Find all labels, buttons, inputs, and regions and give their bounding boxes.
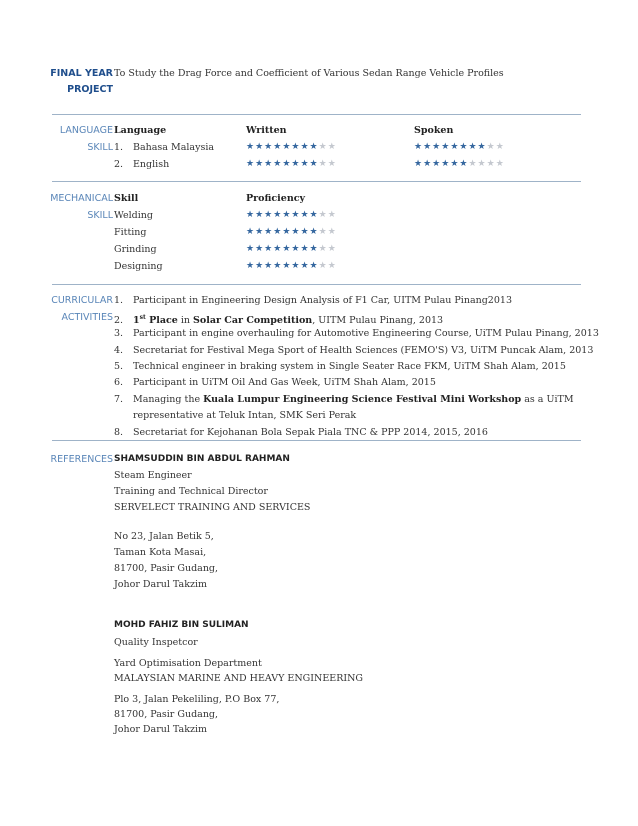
lang-written-rating (246, 139, 337, 156)
star-filled-icon: ★ (264, 244, 274, 254)
reference-2-name: MOHD FAHIZ BIN SULIMAN (114, 620, 249, 630)
reference-1-address: 81700, Pasir Gudang, (114, 563, 219, 574)
star-filled-icon: ★ (246, 142, 256, 152)
star-filled-icon: ★ (459, 159, 469, 169)
mech-skill-name: Grinding (114, 244, 157, 255)
mech-header-proficiency: Proficiency (246, 193, 306, 204)
mech-skill-name: Designing (114, 261, 163, 272)
star-filled-icon: ★ (291, 227, 301, 237)
star-empty-icon: ★ (318, 227, 328, 237)
reference-2-address: Johor Darul Takzim (114, 724, 207, 735)
star-filled-icon: ★ (450, 142, 460, 152)
reference-2-title: Quality Inspetcor (114, 637, 198, 648)
lang-header-spoken: Spoken (414, 125, 454, 136)
star-filled-icon: ★ (282, 227, 292, 237)
star-filled-icon: ★ (300, 261, 310, 271)
star-filled-icon: ★ (255, 227, 265, 237)
star-filled-icon: ★ (273, 261, 283, 271)
star-filled-icon: ★ (309, 227, 319, 237)
star-filled-icon: ★ (273, 244, 283, 254)
star-filled-icon: ★ (432, 142, 442, 152)
star-empty-icon: ★ (327, 227, 337, 237)
star-empty-icon: ★ (477, 159, 487, 169)
lang-row-name: 1. Bahasa Malaysia (114, 142, 215, 153)
activity-item: 8. Secretariat for Kejohanan Bola Sepak Piala TNC & PPP 2014, 2015, 2016 (114, 427, 488, 438)
star-filled-icon: ★ (246, 159, 256, 169)
star-filled-icon: ★ (291, 159, 301, 169)
star-filled-icon: ★ (282, 210, 292, 220)
reference-2-line: MALAYSIAN MARINE AND HEAVY ENGINEERING (114, 673, 364, 684)
star-empty-icon: ★ (468, 159, 478, 169)
star-filled-icon: ★ (264, 261, 274, 271)
section-label-mechanical-skill: SKILL (87, 210, 113, 221)
section-label-final-year: FINAL YEAR (50, 68, 113, 79)
reference-1-line: Training and Technical Director (114, 486, 268, 497)
star-empty-icon: ★ (318, 261, 328, 271)
activity-item: 4. Secretariat for Festival Mega Sport of Health Sciences (FEMO'S) V3, UiTM Puncak Alam, 2013 (114, 345, 594, 356)
star-filled-icon: ★ (414, 159, 424, 169)
star-filled-icon: ★ (414, 142, 424, 152)
reference-2-line: Yard Optimisation Department (114, 658, 262, 669)
star-filled-icon: ★ (255, 244, 265, 254)
star-empty-icon: ★ (486, 142, 496, 152)
star-filled-icon: ★ (291, 142, 301, 152)
activity-item: 3. Participant in engine overhauling for Automotive Engineering Course, UiTM Pulau Pinang, 2013 (114, 328, 599, 339)
divider (52, 440, 581, 441)
lang-written-rating (246, 156, 337, 173)
star-empty-icon: ★ (318, 210, 328, 220)
star-filled-icon: ★ (282, 142, 292, 152)
mech-header-skill: Skill (114, 193, 139, 204)
star-empty-icon: ★ (327, 244, 337, 254)
star-filled-icon: ★ (309, 261, 319, 271)
reference-1-line: Steam Engineer (114, 470, 192, 481)
star-filled-icon: ★ (273, 210, 283, 220)
reference-1-address: Johor Darul Takzim (114, 579, 207, 590)
star-filled-icon: ★ (300, 142, 310, 152)
star-filled-icon: ★ (459, 142, 469, 152)
activity-item: 6. Participant in UiTM Oil And Gas Week, UiTM Shah Alam, 2015 (114, 377, 436, 388)
mech-skill-rating (246, 241, 337, 258)
star-filled-icon: ★ (264, 142, 274, 152)
star-empty-icon: ★ (327, 159, 337, 169)
lang-row-name: 2. English (114, 159, 170, 170)
section-label-language-skill: SKILL (87, 142, 113, 153)
star-empty-icon: ★ (318, 142, 328, 152)
star-empty-icon: ★ (318, 159, 328, 169)
star-filled-icon: ★ (291, 210, 301, 220)
reference-2-address: 81700, Pasir Gudang, (114, 709, 219, 720)
section-label-references: REFERENCES (50, 454, 113, 465)
reference-1-line: SERVELECT TRAINING AND SERVICES (114, 502, 311, 513)
star-empty-icon: ★ (486, 159, 496, 169)
divider (52, 284, 581, 285)
star-filled-icon: ★ (300, 244, 310, 254)
star-filled-icon: ★ (300, 210, 310, 220)
reference-1-address: No 23, Jalan Betik 5, (114, 531, 214, 542)
activity-item: 1. Participant in Engineering Design Analysis of F1 Car, UITM Pulau Pinang2013 (114, 295, 512, 306)
star-filled-icon: ★ (255, 210, 265, 220)
lang-spoken-rating (414, 139, 505, 156)
star-filled-icon: ★ (300, 227, 310, 237)
reference-1-address: Taman Kota Masai, (114, 547, 207, 558)
section-label-project: PROJECT (67, 84, 113, 95)
star-filled-icon: ★ (291, 244, 301, 254)
star-filled-icon: ★ (309, 210, 319, 220)
mech-skill-name: Welding (114, 210, 153, 221)
star-filled-icon: ★ (255, 159, 265, 169)
star-empty-icon: ★ (327, 142, 337, 152)
star-filled-icon: ★ (450, 159, 460, 169)
star-filled-icon: ★ (282, 244, 292, 254)
star-empty-icon: ★ (327, 261, 337, 271)
star-filled-icon: ★ (282, 261, 292, 271)
star-filled-icon: ★ (432, 159, 442, 169)
activity-item: 5. Technical engineer in braking system in Single Seater Race FKM, UiTM Shah Alam, 2015 (114, 361, 566, 372)
star-filled-icon: ★ (246, 261, 256, 271)
star-empty-icon: ★ (495, 142, 505, 152)
star-filled-icon: ★ (441, 159, 451, 169)
project-title: To Study the Drag Force and Coefficient of Various Sedan Range Vehicle Profiles (114, 68, 504, 79)
lang-header-written: Written (246, 125, 287, 136)
reference-2-address: Plo 3, Jalan Pekeliling, P.O Box 77, (114, 694, 280, 705)
star-empty-icon: ★ (495, 159, 505, 169)
star-empty-icon: ★ (327, 210, 337, 220)
star-filled-icon: ★ (273, 227, 283, 237)
divider (52, 114, 581, 115)
star-filled-icon: ★ (273, 159, 283, 169)
star-filled-icon: ★ (309, 244, 319, 254)
star-filled-icon: ★ (246, 210, 256, 220)
star-filled-icon: ★ (282, 159, 292, 169)
star-filled-icon: ★ (300, 159, 310, 169)
divider (52, 181, 581, 182)
star-filled-icon: ★ (264, 227, 274, 237)
star-filled-icon: ★ (246, 227, 256, 237)
star-filled-icon: ★ (291, 261, 301, 271)
mech-skill-rating (246, 207, 337, 224)
star-filled-icon: ★ (423, 159, 433, 169)
section-label-language: LANGUAGE (59, 125, 113, 136)
section-label-mechanical: MECHANICAL (50, 193, 113, 204)
star-filled-icon: ★ (309, 142, 319, 152)
star-filled-icon: ★ (246, 244, 256, 254)
star-filled-icon: ★ (477, 142, 487, 152)
activity-item-continuation: representative at Teluk Intan, SMK Seri Perak (133, 410, 357, 421)
reference-1-name: SHAMSUDDIN BIN ABDUL RAHMAN (114, 454, 290, 464)
section-label-activities: ACTIVITIES (61, 312, 113, 323)
star-filled-icon: ★ (255, 142, 265, 152)
star-filled-icon: ★ (264, 159, 274, 169)
star-empty-icon: ★ (318, 244, 328, 254)
section-label-curricular: CURRICULAR (51, 295, 113, 306)
mech-skill-rating (246, 258, 337, 275)
star-filled-icon: ★ (264, 210, 274, 220)
star-filled-icon: ★ (441, 142, 451, 152)
star-filled-icon: ★ (468, 142, 478, 152)
star-filled-icon: ★ (255, 261, 265, 271)
mech-skill-name: Fitting (114, 227, 147, 238)
star-filled-icon: ★ (309, 159, 319, 169)
activity-item: 7. Managing the Kuala Lumpur Engineering Science Festival Mini Workshop as a UiTM (114, 394, 574, 405)
star-filled-icon: ★ (273, 142, 283, 152)
activity-item: 2. 1st Place in Solar Car Competition, UITM Pulau Pinang, 2013 (114, 314, 444, 327)
star-filled-icon: ★ (423, 142, 433, 152)
lang-header-language: Language (114, 125, 167, 136)
lang-spoken-rating (414, 156, 505, 173)
mech-skill-rating (246, 224, 337, 241)
